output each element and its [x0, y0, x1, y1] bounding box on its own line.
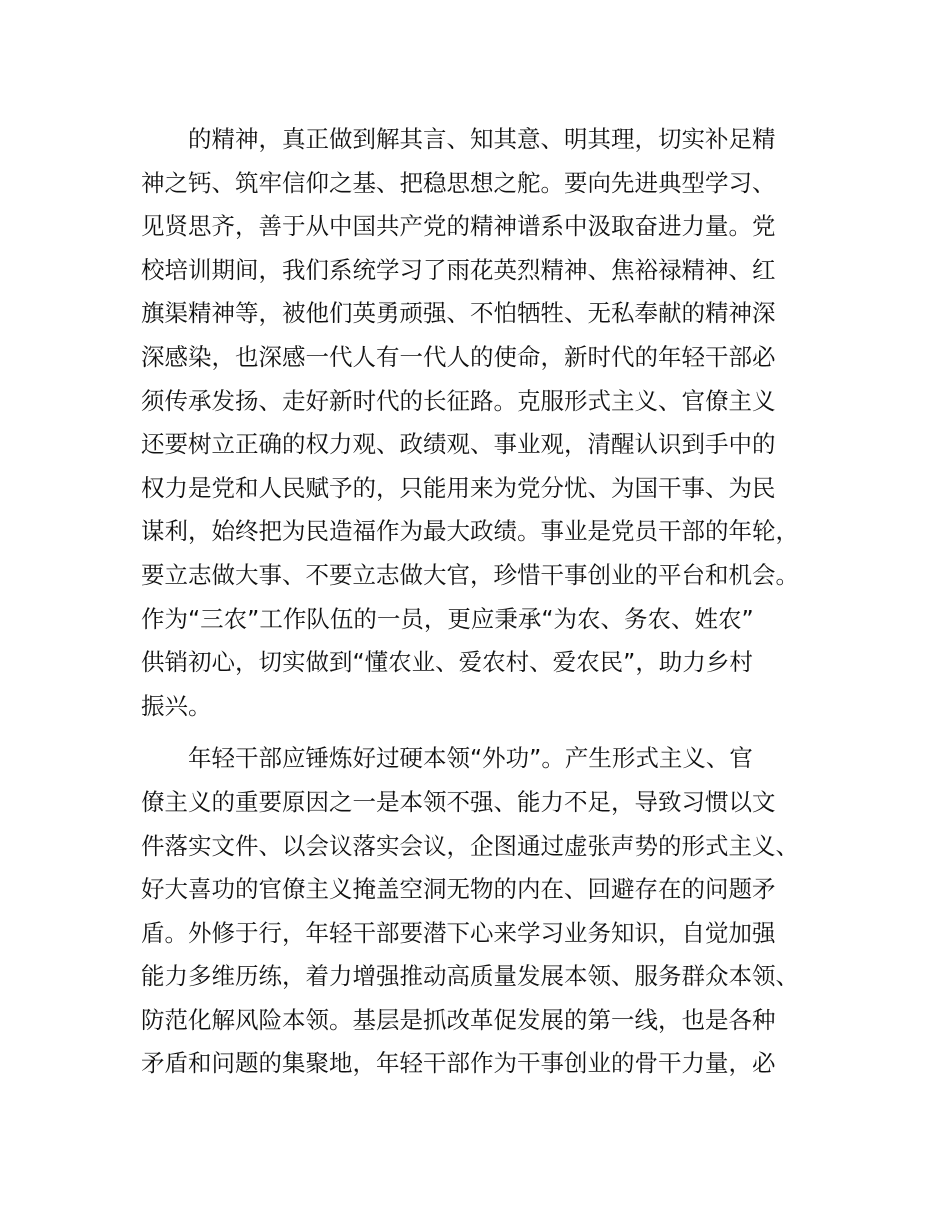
text-line: 的精神，真正做到解其言、知其意、明其理，切实补足精	[188, 125, 776, 153]
text-line: 盾。外修于行，年轻干部要潜下心来学习业务知识，自觉加强	[141, 918, 776, 947]
document-body	[141, 118, 831, 1086]
paragraph-spacer	[141, 728, 831, 737]
text-line: 深感染，也深感一代人有一代人的使命，新时代的年轻干部必	[141, 342, 776, 371]
text-line: 校培训期间，我们系统学习了雨花英烈精神、焦裕禄精神、红	[141, 255, 776, 284]
text-line: 供销初心，切实做到“懂农业、爱农村、爱农民”，助力乡村	[141, 648, 753, 677]
paragraph-2	[141, 737, 831, 1086]
text-line: 好大喜功的官僚主义掩盖空洞无物的内在、回避存在的问题矛	[141, 875, 776, 904]
text-line: 年轻干部应锤炼好过硬本领“外功”。产生形式主义、官	[188, 744, 753, 773]
text-line: 振兴。	[141, 691, 212, 720]
text-line: 防范化解风险本领。基层是抓改革促发展的第一线，也是各种	[141, 1005, 776, 1034]
text-line: 矛盾和问题的集聚地，年轻干部作为干事创业的骨干力量，必	[141, 1049, 776, 1078]
text-line: 权力是党和人民赋予的，只能用来为党分忧、为国干事、为民	[141, 473, 776, 502]
text-line: 能力多维历练，着力增强推动高质量发展本领、服务群众本领、	[141, 962, 799, 991]
text-line: 谋利，始终把为民造福作为最大政绩。事业是党员干部的年轮，	[141, 517, 799, 546]
text-line: 件落实文件、以会议落实会议，企图通过虚张声势的形式主义、	[141, 831, 799, 860]
text-line: 要立志做大事、不要立志做大官，珍惜干事创业的平台和机会。	[141, 560, 799, 589]
text-line: 神之钙、筑牢信仰之基、把稳思想之舵。要向先进典型学习、	[141, 168, 776, 197]
text-line: 作为“三农”工作队伍的一员，更应秉承“为农、务农、姓农”	[141, 604, 754, 633]
text-line: 僚主义的重要原因之一是本领不强、能力不足，导致习惯以文	[141, 787, 776, 816]
text-line: 见贤思齐，善于从中国共产党的精神谱系中汲取奋进力量。党	[141, 212, 776, 241]
text-line: 须传承发扬、走好新时代的长征路。克服形式主义、官僚主义	[141, 386, 776, 415]
text-line: 还要树立正确的权力观、政绩观、事业观，清醒认识到手中的	[141, 430, 776, 459]
text-line: 旗渠精神等，被他们英勇顽强、不怕牺牲、无私奉献的精神深	[141, 299, 776, 328]
paragraph-1	[141, 118, 831, 728]
